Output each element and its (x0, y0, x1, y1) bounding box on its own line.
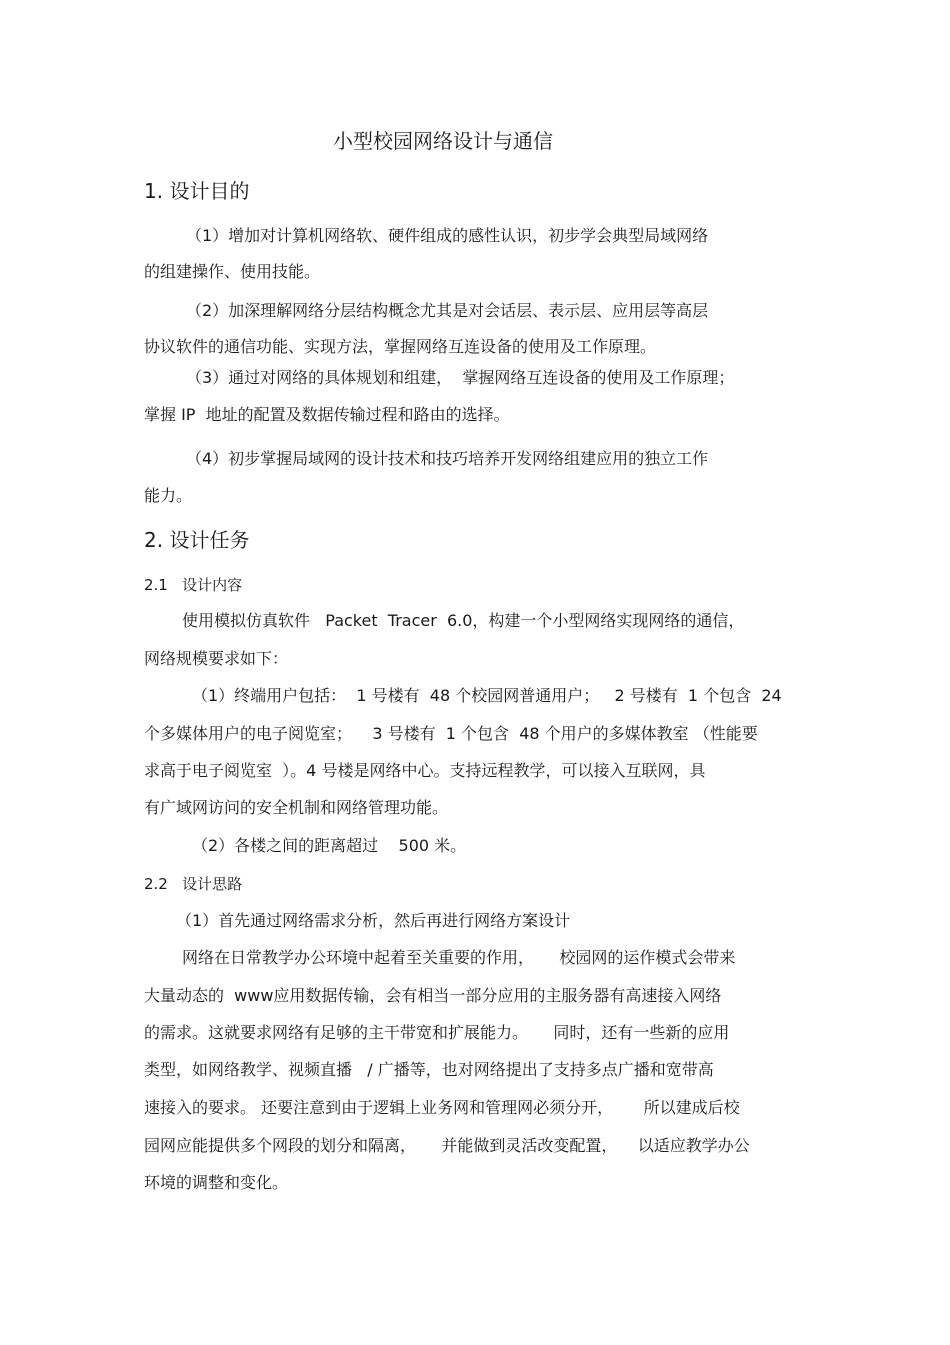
sub2-para-line6: 园网应能提供多个网段的划分和隔离， 并能做到灵活改变配置， 以适应教学办公 (144, 1136, 750, 1155)
document-title: 小型校园网络设计与通信 (333, 129, 553, 153)
s1-p1-line2: 的组建操作、使用技能。 (144, 262, 321, 281)
sub1-intro-line1: 使用模拟仿真软件 Packet Tracer 6.0，构建一个小型网络实现网络的通信， (182, 611, 745, 630)
sub1-item1-line1: （1）终端用户包括： 1 号楼有 48 个校园网普通用户； 2 号楼有 1 个包含 24 (192, 686, 782, 705)
sub2-para-line7: 环境的调整和变化。 (144, 1173, 289, 1192)
s1-p4-line2: 能力。 (144, 486, 193, 505)
s1-p2-line2: 协议软件的通信功能、实现方法，掌握网络互连设备的使用及工作原理。 (144, 337, 657, 356)
s1-p1-line1: （1）增加对计算机网络软、硬件组成的感性认识，初步学会典型局域网络 (186, 226, 709, 245)
sub2-heading: 2.2 设计思路 (144, 875, 243, 893)
sub1-item2: （2）各楼之间的距离超过 500 米。 (192, 836, 467, 855)
section1-heading: 1. 设计目的 (144, 179, 250, 203)
sub1-item1-line4: 有广域网访问的安全机制和网络管理功能。 (144, 798, 449, 817)
sub1-item1-line3: 求高于电子阅览室 ）。4 号楼是网络中心。支持远程教学，可以接入互联网，具 (144, 761, 706, 780)
sub2-para-line1: 网络在日常教学办公环境中起着至关重要的作用， 校园网的运作模式会带来 (182, 948, 736, 967)
sub1-item1-line2: 个多媒体用户的电子阅览室； 3 号楼有 1 个包含 48 个用户的多媒体教室 （性能要 (144, 724, 758, 743)
s1-p3-line1: （3）通过对网络的具体规划和组建， 掌握网络互连设备的使用及工作原理； (186, 368, 735, 387)
sub2-item1: （1）首先通过网络需求分析，然后再进行网络方案设计 (176, 911, 571, 930)
s1-p3-line2: 掌握 IP 地址的配置及数据传输过程和路由的选择。 (144, 405, 510, 424)
sub2-para-line3: 的需求。这就要求网络有足够的主干带宽和扩展能力。 同时，还有一些新的应用 (144, 1023, 730, 1042)
s1-p4-line1: （4）初步掌握局域网的设计技术和技巧培养开发网络组建应用的独立工作 (186, 449, 709, 468)
sub1-intro-line2: 网络规模要求如下： (144, 649, 289, 668)
section2-heading: 2. 设计任务 (144, 528, 250, 552)
sub2-para-line5: 速接入的要求。 还要注意到由于逻辑上业务网和管理网必须分开， 所以建成后校 (144, 1098, 740, 1117)
s1-p2-line1: （2）加深理解网络分层结构概念尤其是对会话层、表示层、应用层等高层 (186, 301, 709, 320)
sub1-heading: 2.1 设计内容 (144, 576, 243, 594)
sub2-para-line4: 类型，如网络教学、视频直播 / 广播等，也对网络提出了支持多点广播和宽带高 (144, 1060, 714, 1079)
sub2-para-line2: 大量动态的 www应用数据传输，会有相当一部分应用的主服务器有高速接入网络 (144, 986, 722, 1005)
